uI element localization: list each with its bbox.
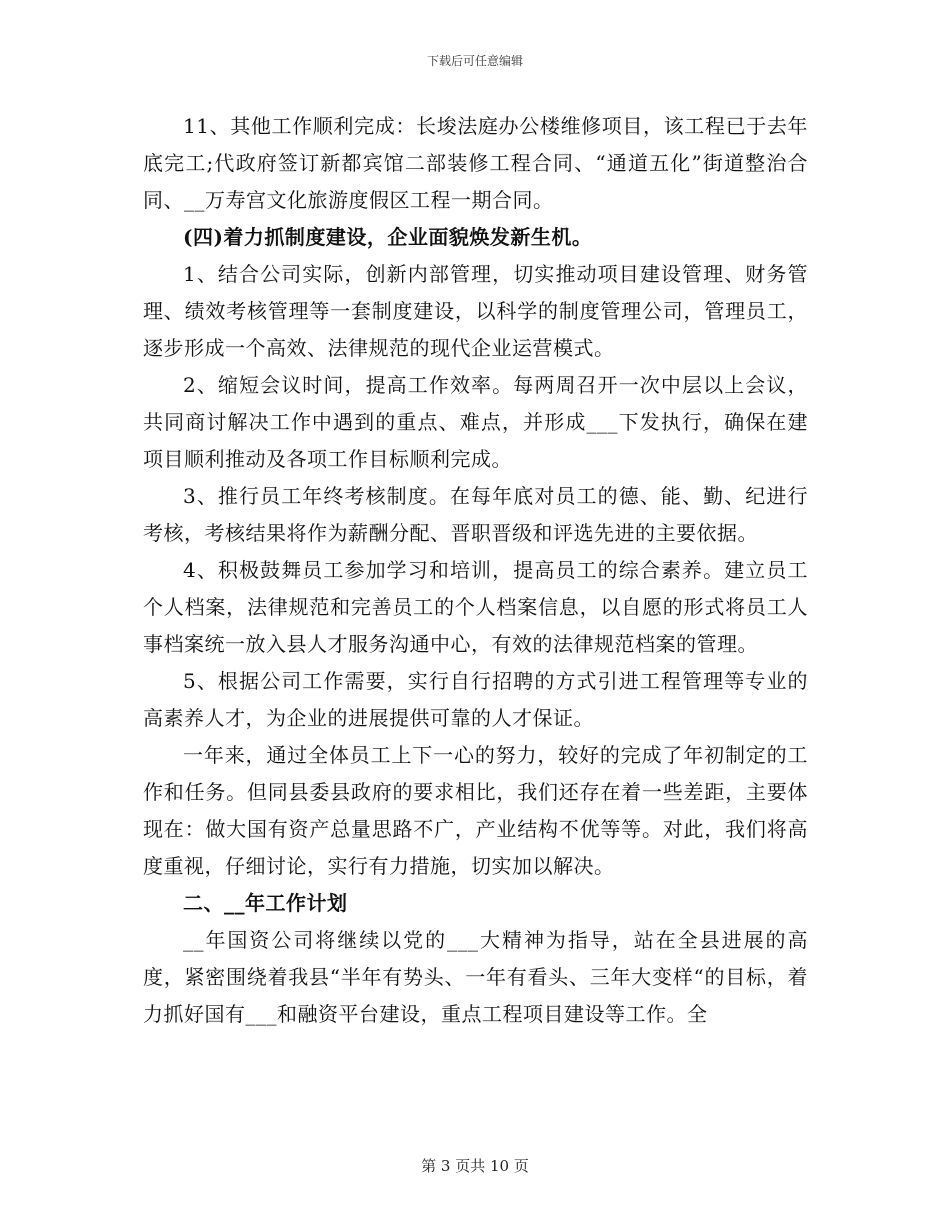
section-heading-4: (四)着力抓制度建设，企业面貌焕发新生机。 (183, 225, 593, 249)
section-heading-work-plan: 二、__年工作计划 (183, 891, 348, 915)
paragraph-item-4: 4、积极鼓舞员工参加学习和培训，提高员工的综合素养。建立员工个人档案，法律规范和完善员工的个人档案信息，以自愿的形式将员工人事档案统一放入县人才服务沟通中心，有效的法律规范档案的管理。 (143, 558, 808, 656)
work-plan-paragraph: __年国资公司将继续以党的___大精神为指导，站在全县进展的高度，紧密围绕着我县“半年有势头、一年有看头、三年大变样“的目标，着力抓好国有___和融资平台建设，重点工程项目建设等工作。全 (143, 928, 808, 1026)
paragraph-item-2: 2、缩短会议时间，提高工作效率。每两周召开一次中层以上会议，共同商讨解决工作中遇到的重点、难点，并形成___下发执行，确保在建项目顺利推动及各项工作目标顺利完成。 (143, 373, 808, 471)
page-number-footer: 第 3 页共 10 页 (421, 1157, 529, 1175)
page-header: 下载后可任意编辑 (426, 54, 523, 68)
paragraph-item-3: 3、推行员工年终考核制度。在每年底对员工的德、能、勤、纪进行考核，考核结果将作为薪酬分配、晋职晋级和评选先进的主要依据。 (143, 484, 808, 545)
document-body (143, 108, 808, 1033)
paragraph-item-11: 11、其他工作顺利完成：长埈法庭办公楼维修项目，该工程已于去年底完工;代政府签订新都宾馆二部装修工程合同、“通道五化”街道整治合同、__万寿宫文化旅游度假区工程一期合同。 (143, 114, 808, 212)
paragraph-item-1: 1、结合公司实际，创新内部管理，切实推动项目建设管理、财务管理、绩效考核管理等一套制度建设，以科学的制度管理公司，管理员工，逐步形成一个高效、法律规范的现代企业运营模式。 (143, 262, 808, 360)
paragraph-item-5: 5、根据公司工作需要，实行自行招聘的方式引进工程管理等专业的高素养人才，为企业的进展提供可靠的人才保证。 (143, 669, 808, 730)
summary-paragraph: 一年来，通过全体员工上下一心的努力，较好的完成了年初制定的工作和任务。但同县委县政府的要求相比，我们还存在着一些差距，主要体现在：做大国有资产总量思路不广，产业结构不优等等。对此，我们将高度重视，仔细讨论，实行有力措施，切实加以解决。 (143, 743, 808, 878)
